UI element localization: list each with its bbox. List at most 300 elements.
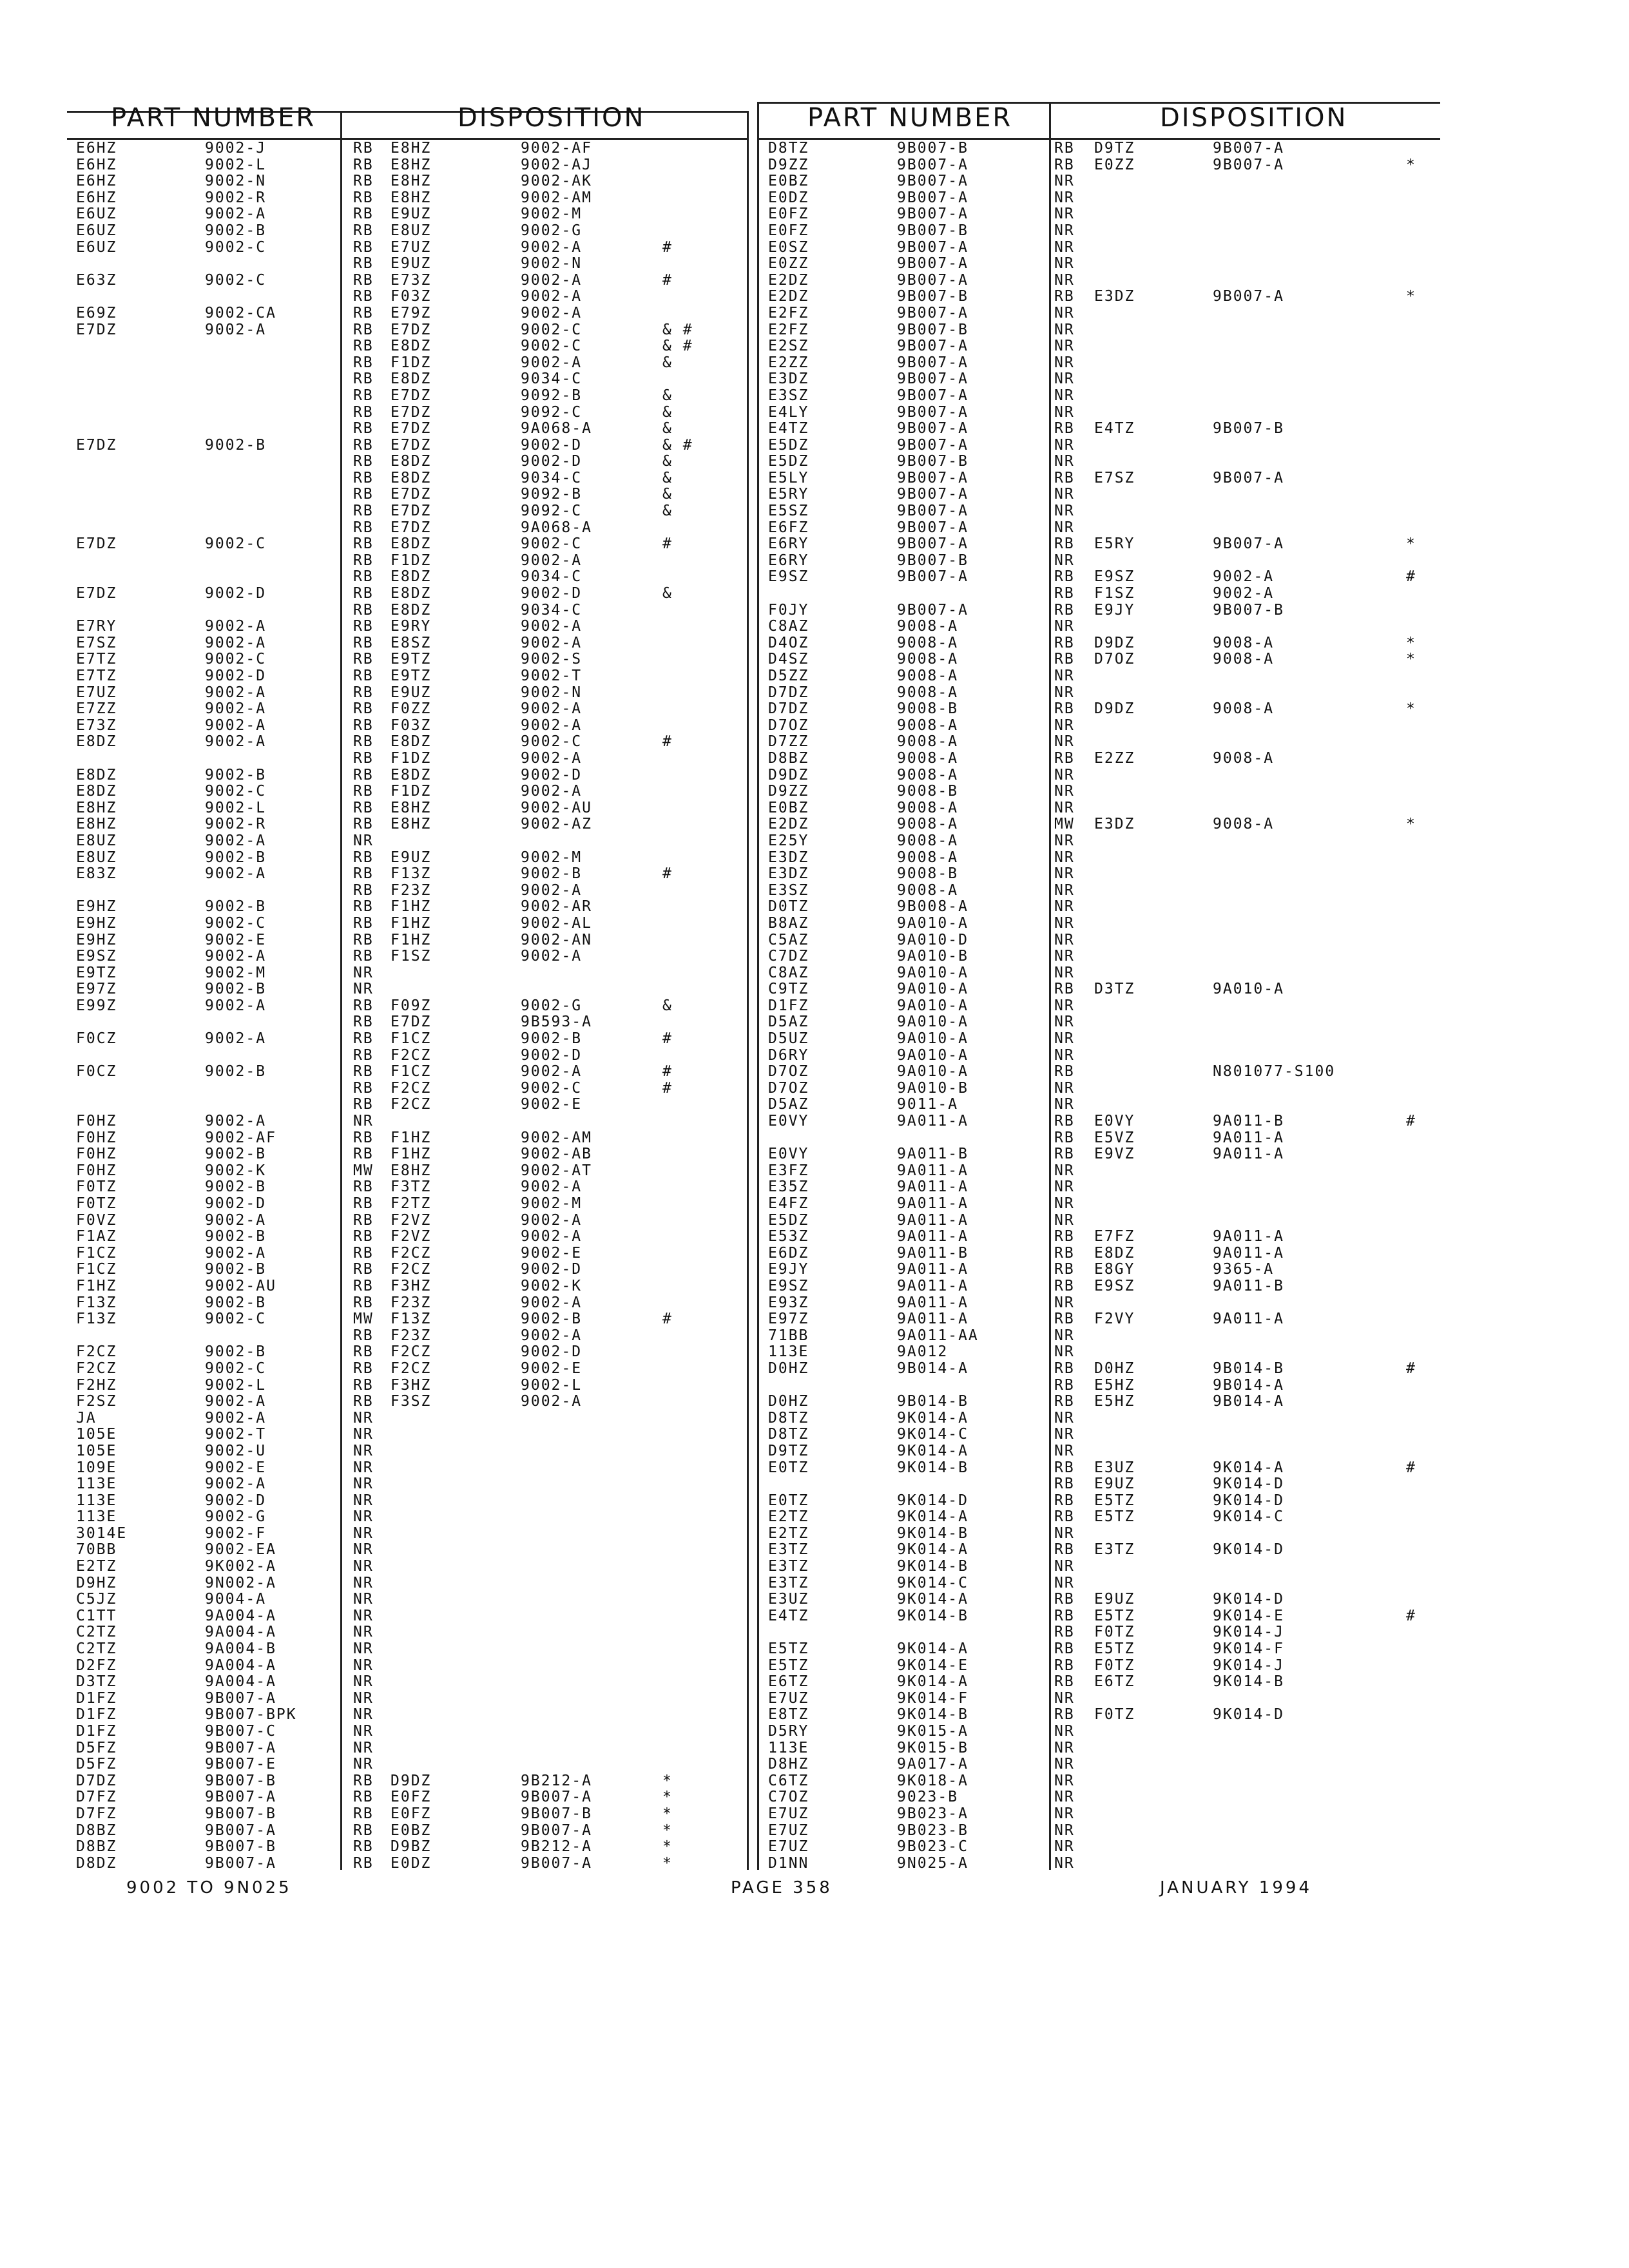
disposition-code: RB [353, 716, 374, 734]
table-row [768, 1493, 1438, 1510]
part-number: 9K014-C [897, 1574, 969, 1591]
disposition-code: RB [1054, 288, 1075, 305]
part-prefix: E3TZ [768, 1574, 809, 1591]
part-prefix: E3DZ [768, 865, 809, 883]
flag: # [662, 535, 673, 553]
part-number: 9011-A [897, 1096, 959, 1113]
part-prefix: JA [76, 1409, 97, 1427]
table-row [76, 173, 740, 190]
replacement-number: 9002-A [521, 354, 583, 371]
replacement-prefix: F3HZ [390, 1277, 432, 1294]
replacement-prefix: E5VZ [1094, 1129, 1135, 1146]
part-number: 9K014-B [897, 1524, 969, 1542]
part-number: 9N002-A [205, 1574, 276, 1591]
table-row [76, 948, 740, 965]
part-prefix: E5SZ [768, 503, 809, 520]
disposition-code: RB [1054, 1376, 1075, 1394]
part-number: 9B007-A [897, 436, 969, 454]
part-number: 9002-EA [205, 1541, 276, 1559]
table-row [76, 685, 740, 702]
disposition-code: RB [353, 783, 374, 800]
disposition-code: RB [353, 321, 374, 338]
disposition-code: RB [353, 206, 374, 223]
part-prefix: E3TZ [768, 1558, 809, 1575]
table-row [76, 1658, 740, 1675]
disposition-code: NR [1054, 453, 1075, 470]
table-row [768, 800, 1438, 817]
part-prefix: D8BZ [76, 1838, 117, 1856]
table-row [76, 1823, 740, 1840]
disposition-code: RB [1054, 140, 1075, 157]
replacement-prefix: F2CZ [390, 1096, 432, 1113]
replacement-prefix: E9SZ [1094, 1277, 1135, 1294]
replacement-number: 9K014-D [1213, 1475, 1284, 1493]
part-number: 9A010-B [897, 1079, 969, 1097]
disposition-code: NR [1054, 1409, 1075, 1427]
part-prefix: D5AZ [768, 1014, 809, 1031]
table-row [76, 569, 740, 586]
part-prefix: 105E [76, 1426, 117, 1443]
part-prefix: E7UZ [76, 684, 117, 701]
part-number: 9002-A [205, 1211, 267, 1229]
replacement-number: 9B007-B [521, 1805, 592, 1822]
replacement-number: 9B007-A [521, 1821, 592, 1839]
part-number: 9A011-A [897, 1261, 969, 1278]
disposition-code: RB [353, 304, 374, 322]
part-number: 9002-CA [205, 304, 276, 322]
replacement-number: 9002-E [521, 1360, 583, 1377]
table-row [768, 256, 1438, 273]
replacement-number: 9002-A [521, 1393, 583, 1410]
table-row [76, 1245, 740, 1262]
table-row [76, 602, 740, 619]
part-prefix: E53Z [768, 1228, 809, 1245]
table-row [768, 1031, 1438, 1048]
replacement-number: 9002-AT [521, 1162, 592, 1179]
replacement-prefix: D9DZ [1094, 634, 1135, 651]
part-number: 9A012 [897, 1343, 949, 1361]
part-number: 9B007-B [897, 222, 969, 239]
table-row [76, 140, 740, 157]
replacement-prefix: F2CZ [390, 1360, 432, 1377]
replacement-prefix: E8DZ [390, 733, 432, 751]
part-number: 9A010-B [897, 948, 969, 965]
replacement-number: 9034-C [521, 469, 583, 486]
right-parts-table [768, 140, 1438, 1872]
replacement-number: 9092-C [521, 503, 583, 520]
disposition-code: NR [1054, 832, 1075, 849]
replacement-prefix: E9UZ [390, 206, 432, 223]
table-row [768, 1740, 1438, 1757]
flag: * [1406, 156, 1416, 173]
part-number: 9008-A [897, 766, 959, 783]
part-number: 9K014-A [897, 1591, 969, 1608]
replacement-prefix: F1CZ [390, 1063, 432, 1081]
disposition-code: NR [1054, 668, 1075, 684]
part-number: 9B007-A [897, 519, 969, 536]
replacement-prefix: E7DZ [390, 403, 432, 421]
disposition-code: RB [1054, 981, 1075, 998]
replacement-number: 9K014-D [1213, 1591, 1284, 1608]
table-row [768, 1361, 1438, 1378]
part-prefix: E9HZ [76, 931, 117, 948]
part-prefix: D8HZ [768, 1756, 809, 1773]
replacement-prefix: D9TZ [1094, 140, 1135, 157]
part-prefix: C2TZ [76, 1624, 117, 1641]
part-number: 9B007-B [897, 288, 969, 305]
table-row [76, 1773, 740, 1790]
part-prefix: D8BZ [76, 1821, 117, 1839]
part-number: 9A011-A [897, 1277, 969, 1294]
table-row [768, 421, 1438, 437]
part-prefix: D8TZ [768, 140, 809, 157]
table-row [76, 1724, 740, 1740]
table-row [768, 965, 1438, 982]
part-prefix: D7OZ [768, 1079, 809, 1097]
disposition-code: RB [1054, 1063, 1075, 1081]
flag: # [662, 238, 673, 256]
flag: & # [662, 436, 693, 454]
replacement-prefix: F23Z [390, 881, 432, 899]
part-prefix: E69Z [76, 304, 117, 322]
replacement-prefix: F3TZ [390, 1178, 432, 1196]
disposition-code: NR [353, 1723, 374, 1740]
part-prefix: C7OZ [768, 1789, 809, 1806]
table-row [768, 1278, 1438, 1295]
disposition-code: RB [353, 1294, 374, 1311]
replacement-prefix: E5HZ [1094, 1393, 1135, 1410]
part-prefix: F1AZ [76, 1228, 117, 1245]
part-number: 9B007-A [897, 206, 969, 223]
table-row [76, 701, 740, 718]
part-number: 9B007-B [897, 321, 969, 338]
table-row [768, 1229, 1438, 1245]
part-number: 9B007-A [897, 156, 969, 173]
disposition-code: RB [353, 338, 374, 355]
disposition-code: NR [353, 1558, 374, 1575]
disposition-code: NR [1054, 914, 1075, 932]
disposition-code: NR [1054, 338, 1075, 355]
table-row [768, 718, 1438, 735]
part-number: 9002-A [205, 1030, 267, 1048]
table-row [76, 388, 740, 405]
table-row [768, 1427, 1438, 1443]
replacement-prefix: F09Z [390, 997, 432, 1014]
replacement-number: 9002-AM [521, 1129, 592, 1146]
disposition-code: RB [1054, 156, 1075, 173]
table-row [768, 1658, 1438, 1675]
disposition-code: NR [1054, 1723, 1075, 1740]
disposition-code: RB [1054, 585, 1075, 602]
part-prefix: D9DZ [768, 766, 809, 783]
disposition-code: RB [353, 1244, 374, 1262]
part-number: 9A017-A [897, 1756, 969, 1773]
table-row [76, 1691, 740, 1707]
part-prefix: F2CZ [76, 1360, 117, 1377]
table-row [768, 1806, 1438, 1823]
replacement-number: 9002-D [521, 1046, 583, 1064]
part-prefix: B8AZ [768, 914, 809, 932]
disposition-code: NR [1054, 1211, 1075, 1229]
disposition-code: MW [1054, 816, 1075, 833]
replacement-number: 9008-A [1213, 700, 1275, 718]
disposition-code: RB [1054, 651, 1075, 668]
part-prefix: E3TZ [768, 1541, 809, 1559]
table-row [768, 305, 1438, 322]
part-number: 9K015-B [897, 1739, 969, 1756]
part-number: 9002-D [205, 1195, 267, 1212]
table-row [76, 1674, 740, 1691]
disposition-code: RB [1054, 1261, 1075, 1278]
part-prefix: E6FZ [768, 519, 809, 536]
part-number: 9B007-B [897, 140, 969, 157]
table-row [768, 751, 1438, 767]
part-prefix: E0DZ [768, 189, 809, 206]
part-number: 9004-A [205, 1591, 267, 1608]
part-number: 9K014-B [897, 1706, 969, 1724]
replacement-prefix: F2VZ [390, 1211, 432, 1229]
disposition-code: RB [353, 816, 374, 833]
disposition-code: RB [353, 1821, 374, 1839]
part-prefix: E4TZ [768, 420, 809, 437]
replacement-prefix: F1DZ [390, 783, 432, 800]
table-row [768, 240, 1438, 256]
table-row [768, 899, 1438, 916]
disposition-code: RB [353, 271, 374, 289]
part-number: 9B023-A [897, 1805, 969, 1822]
disposition-code: NR [1054, 618, 1075, 635]
disposition-code: NR [1054, 238, 1075, 256]
table-row [76, 1493, 740, 1510]
replacement-number: 9K014-J [1213, 1624, 1284, 1641]
table-row [76, 1295, 740, 1312]
disposition-code: NR [1054, 255, 1075, 273]
table-row [76, 1789, 740, 1806]
part-prefix: E8TZ [768, 1706, 809, 1724]
table-row [76, 1559, 740, 1575]
part-number: 9002-AF [205, 1129, 276, 1146]
part-prefix: F0TZ [76, 1178, 117, 1196]
part-prefix: E3DZ [768, 370, 809, 388]
part-prefix: E8DZ [76, 766, 117, 783]
disposition-code: NR [353, 1689, 374, 1707]
part-number: 9002-E [205, 1459, 267, 1476]
replacement-prefix: E8HZ [390, 799, 432, 816]
center-rule-b [757, 102, 759, 1870]
part-prefix: E0VY [768, 1113, 809, 1130]
part-number: 9B023-B [897, 1821, 969, 1839]
part-prefix: F1HZ [76, 1277, 117, 1294]
part-number: 9002-J [205, 140, 267, 157]
replacement-prefix: F2VY [1094, 1311, 1135, 1328]
part-number: 9002-A [205, 700, 267, 718]
replacement-number: 9B007-A [1213, 535, 1284, 553]
table-row [76, 1344, 740, 1361]
replacement-prefix: E7DZ [390, 1014, 432, 1031]
disposition-code: RB [1054, 1640, 1075, 1658]
table-row [768, 569, 1438, 586]
part-number: 9008-A [897, 749, 959, 767]
flag: # [1406, 1607, 1416, 1624]
part-prefix: D5FZ [76, 1739, 117, 1756]
part-number: 9B008-A [897, 898, 969, 916]
replacement-number: 9008-A [1213, 816, 1275, 833]
part-prefix: 70BB [76, 1541, 117, 1559]
part-prefix: D1FZ [76, 1689, 117, 1707]
part-number: 9K014-A [897, 1640, 969, 1658]
disposition-code: RB [353, 222, 374, 239]
replacement-number: 9002-AM [521, 189, 592, 206]
part-number: 9002-T [205, 1426, 267, 1443]
part-prefix: D2FZ [76, 1657, 117, 1674]
part-number: 9B007-A [897, 271, 969, 289]
table-row [76, 1756, 740, 1773]
replacement-number: 9092-C [521, 403, 583, 421]
table-row [76, 355, 740, 372]
replacement-number: 9092-B [521, 486, 583, 503]
table-row [76, 503, 740, 520]
table-row [76, 899, 740, 916]
part-prefix: E7UZ [768, 1838, 809, 1856]
replacement-prefix: F1HZ [390, 898, 432, 916]
replacement-number: 9K014-C [1213, 1508, 1284, 1526]
replacement-number: 9002-D [521, 1261, 583, 1278]
table-row [76, 1163, 740, 1180]
part-number: 9A011-A [897, 1228, 969, 1245]
table-row [76, 1542, 740, 1559]
part-prefix: E5RY [768, 486, 809, 503]
part-number: 9002-A [205, 1244, 267, 1262]
part-number: 9B007-E [205, 1756, 276, 1773]
replacement-prefix: F13Z [390, 1311, 432, 1328]
disposition-code: RB [353, 469, 374, 486]
table-row [76, 965, 740, 982]
replacement-number: 9002-AL [521, 914, 592, 932]
replacement-number: 9002-AJ [521, 156, 592, 173]
table-row [768, 701, 1438, 718]
table-row [768, 932, 1438, 949]
disposition-code: NR [1054, 503, 1075, 520]
part-number: 9B007-A [897, 370, 969, 388]
table-row [768, 1591, 1438, 1608]
table-row [76, 1526, 740, 1542]
replacement-prefix: E79Z [390, 304, 432, 322]
part-prefix: E8HZ [76, 816, 117, 833]
part-number: 9008-A [897, 618, 959, 635]
part-number: 9K014-B [897, 1459, 969, 1476]
part-number: 9A010-A [897, 981, 969, 998]
part-prefix: C7DZ [768, 948, 809, 965]
disposition-code: RB [353, 733, 374, 751]
replacement-prefix: E8DZ [390, 535, 432, 553]
table-row [768, 1378, 1438, 1394]
disposition-code: NR [353, 1409, 374, 1427]
replacement-prefix: E5HZ [1094, 1376, 1135, 1394]
part-number: 9A011-B [897, 1244, 969, 1262]
disposition-code: NR [1054, 1838, 1075, 1856]
part-prefix: D7FZ [76, 1805, 117, 1822]
part-number: 9008-A [897, 684, 959, 701]
table-row [768, 503, 1438, 520]
replacement-number: 9B212-A [521, 1838, 592, 1856]
disposition-code: NR [1054, 931, 1075, 948]
part-prefix: D1FZ [76, 1706, 117, 1724]
flag: & # [662, 321, 693, 338]
part-prefix: E0BZ [768, 799, 809, 816]
disposition-code: NR [1054, 486, 1075, 503]
part-number: 9002-B [205, 1294, 267, 1311]
replacement-prefix: F03Z [390, 716, 432, 734]
part-prefix: E7UZ [768, 1689, 809, 1707]
disposition-code: NR [1054, 881, 1075, 899]
replacement-prefix: E9SZ [1094, 568, 1135, 586]
table-row [768, 1443, 1438, 1460]
table-row [76, 190, 740, 207]
table-row [76, 289, 740, 305]
part-prefix: E8UZ [76, 832, 117, 849]
part-number: 9002-M [205, 964, 267, 981]
part-number: 9K014-A [897, 1541, 969, 1559]
part-number: 9002-U [205, 1442, 267, 1459]
replacement-number: 9002-K [521, 1277, 583, 1294]
replacement-number: 9002-A [521, 618, 583, 635]
replacement-number: 9002-E [521, 1244, 583, 1262]
table-row [76, 1278, 740, 1295]
replacement-prefix: E0FZ [390, 1805, 432, 1822]
part-prefix: E35Z [768, 1178, 809, 1196]
replacement-number: 9K014-B [1213, 1673, 1284, 1691]
part-number: 9002-F [205, 1524, 267, 1542]
flag: * [1406, 535, 1416, 553]
part-prefix: E6DZ [768, 1244, 809, 1262]
part-number: 9002-B [205, 436, 267, 454]
part-number: 9002-C [205, 238, 267, 256]
part-prefix: F2CZ [76, 1343, 117, 1361]
part-number: 9B007-A [205, 1821, 276, 1839]
table-row [768, 1295, 1438, 1312]
part-number: 9K014-E [897, 1657, 969, 1674]
table-row [76, 833, 740, 850]
part-prefix: D9HZ [76, 1574, 117, 1591]
part-prefix: E6HZ [76, 189, 117, 206]
part-prefix: E0FZ [768, 222, 809, 239]
part-number: 9002-B [205, 898, 267, 916]
disposition-code: NR [1054, 222, 1075, 239]
part-prefix: E7TZ [76, 651, 117, 668]
table-row [768, 1130, 1438, 1147]
flag: & [662, 403, 673, 421]
replacement-number: 9002-M [521, 849, 583, 866]
table-row [76, 1806, 740, 1823]
part-number: 9002-B [205, 1178, 267, 1196]
disposition-code: NR [1054, 354, 1075, 371]
part-number: 9A010-D [897, 931, 969, 948]
disposition-code: NR [1054, 1426, 1075, 1443]
part-prefix: C8AZ [768, 964, 809, 981]
table-row [768, 998, 1438, 1015]
part-prefix: D1FZ [768, 997, 809, 1014]
disposition-code: NR [353, 832, 374, 849]
disposition-code: NR [1054, 1046, 1075, 1064]
part-prefix: F1CZ [76, 1261, 117, 1278]
disposition-code: NR [353, 1673, 374, 1691]
part-prefix: E6UZ [76, 222, 117, 239]
replacement-number: 9002-C [521, 338, 583, 355]
part-number: 9A010-A [897, 997, 969, 1014]
disposition-code: RB [353, 1343, 374, 1361]
part-prefix: D5AZ [768, 1096, 809, 1113]
replacement-prefix: F1SZ [390, 948, 432, 965]
